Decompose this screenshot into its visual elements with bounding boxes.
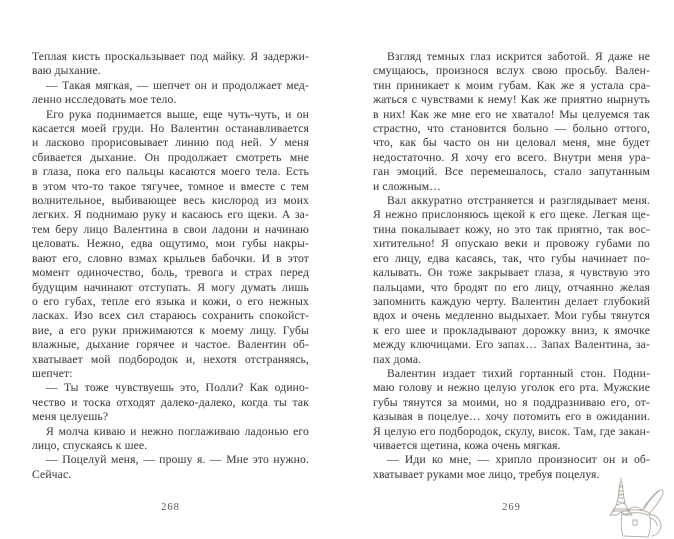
text-line: ленно исследовать мое тело. [32, 93, 177, 107]
text-line: в глаза, пока его пальцы касаются моего тела. Есть [32, 165, 309, 179]
text-line: недостаточно. Я хочу его всего. Внутри меня ура- [373, 150, 650, 164]
text-line: пах дома. [373, 352, 422, 366]
text-line: Валентин издает тихий гортанный стон. Подни- [387, 366, 650, 380]
text-line: о его губах, тепле его языка и кожи, о его нежных [32, 294, 309, 308]
text-line: и сложным… [373, 179, 441, 193]
travel-bag-icon [621, 490, 663, 537]
text-line: Я целую его подбородок, скулу, висок. Там, где закан- [373, 424, 650, 438]
text-line: касается моей груди. Но Валентин останавливается [32, 122, 309, 136]
text-line: Его рука поднимается выше, еще чуть-чуть, и он [46, 107, 309, 121]
left-page-text [32, 50, 309, 482]
text-line: — Поцелуй меня, — прошу я. — Мне это нужно. [46, 453, 309, 467]
text-line: меня целуешь? [32, 410, 109, 424]
text-line: Я молча киваю и нежно поглаживаю ладонью его [46, 424, 309, 438]
text-line: хватывает мой подбородок и, нехотя отстраняясь, [32, 352, 309, 366]
text-line: его лицу, едва касаясь, так, что губы начинает по- [373, 251, 650, 265]
text-line: будущим начинают отступать. Я могу думать лишь [32, 280, 309, 294]
text-line: — Ты тоже чувствуешь это, Полли? Как одино- [46, 381, 309, 395]
text-line: пальцами, что бродят по его лицу, отчаянно желая [373, 280, 650, 294]
text-line: и ласково прорисовывает линию под ней. У меня [32, 136, 309, 150]
text-line: в них! Как же мне его не хватало! Мы целуемся так [373, 107, 650, 121]
text-line: тина покалывает кожу, но это так приятно, так вос- [373, 222, 650, 236]
text-line: Вал аккуратно отстраняется и разглядывает меня. [387, 194, 650, 208]
text-line: волнительное, выбивающее весь кислород из моих [32, 194, 309, 208]
text-line: что, как бы часто он ни целовал меня, мне будет [373, 136, 650, 150]
right-page-text [373, 50, 650, 482]
text-line: к его шее и прокладывают дорожку вниз, к ямочке [373, 323, 650, 337]
eiffel-tower-and-bag-illustration [596, 468, 674, 539]
text-line: лицо, спускаясь к шее. [32, 438, 148, 452]
text-line: Теплая кисть проскальзывает под майку. Я задержи- [32, 50, 309, 63]
text-line: момент одиночество, боль, тревога и страх перед [32, 266, 309, 280]
text-line: ласках. Изо всех сил стараюсь сохранить спокойст- [32, 309, 309, 323]
text-line: маю голову и нежно целую уголок его рта. Мужские [373, 381, 650, 395]
text-line: ваю дыхание. [32, 64, 101, 78]
text-line: чество и тоска отходят далеко-далеко, когда ты так [32, 395, 309, 409]
text-line: легких. Я поднимаю руку и касаюсь его щеки. А за- [32, 208, 309, 222]
text-line: тем беру лицо Валентина в свои ладони и начинаю [32, 222, 309, 236]
text-line: вдох и очень медленно выдыхает. Мои губы тянутся [373, 309, 650, 323]
text-line: шепчет: [32, 366, 73, 380]
right-page-number: 269 [502, 502, 521, 513]
text-line: — Такая мягкая, — шепчет он и продолжает мед- [46, 78, 309, 92]
text-line: ган эмоций. Все перемешалось, стало запутанным [373, 165, 650, 179]
text-line: Я нежно прислоняюсь щекой к его щеке. Легкая ще- [373, 208, 650, 222]
text-line: в этом что-то такое тягучее, томное и вместе с тем [32, 179, 309, 193]
text-line: целовать. Нежно, едва ощутимо, мои губы накры- [32, 237, 309, 251]
text-line: чивается щетина, кожа очень мягкая. [373, 438, 561, 452]
text-line: калывать. Он тоже закрывает глаза, я чувствую это [373, 266, 650, 280]
text-line: смущаюсь, произнося вслух свою просьбу. Вален- [373, 64, 650, 78]
text-line: сбивается дыхание. Он продолжает смотреть мне [32, 150, 309, 164]
text-line: вие, а его руки прижимаются к моему лицу. Губы [32, 323, 309, 337]
text-line: — Иди ко мне, — хрипло произносит он и об- [387, 453, 650, 467]
text-line: казывая в поцелуе… хочу потомить его в ожидании. [373, 410, 650, 424]
text-line: тин приникает к моим губам. Как же я устала сра- [373, 78, 650, 92]
text-line: Взгляд темных глаз искрится заботой. Я даже не [387, 50, 650, 63]
text-line: хитительно! Я опускаю веки и провожу губами по [373, 237, 650, 251]
left-page-number: 268 [161, 502, 180, 513]
text-line: вают его, словно взмах крыльев бабочки. И в этот [32, 251, 309, 265]
text-line: запомнить каждую черту. Валентин делает глубокий [373, 294, 650, 308]
text-line: хватывает руками мое лицо, требуя поцелуя. [373, 467, 600, 481]
text-line: между ключицами. Его запах… Запах Валентина, за- [373, 338, 650, 352]
text-line: жаться с чувствами к нему! Как же приятно нырнуть [373, 93, 650, 107]
text-line: губы тянутся за моими, но я поддразниваю его, от- [373, 395, 650, 409]
text-line: влажные, дыхание горячее и частое. Валентин об- [32, 338, 309, 352]
text-line: страстно, что становится больно — больно оттого, [373, 122, 650, 136]
text-line: Сейчас. [32, 467, 72, 481]
